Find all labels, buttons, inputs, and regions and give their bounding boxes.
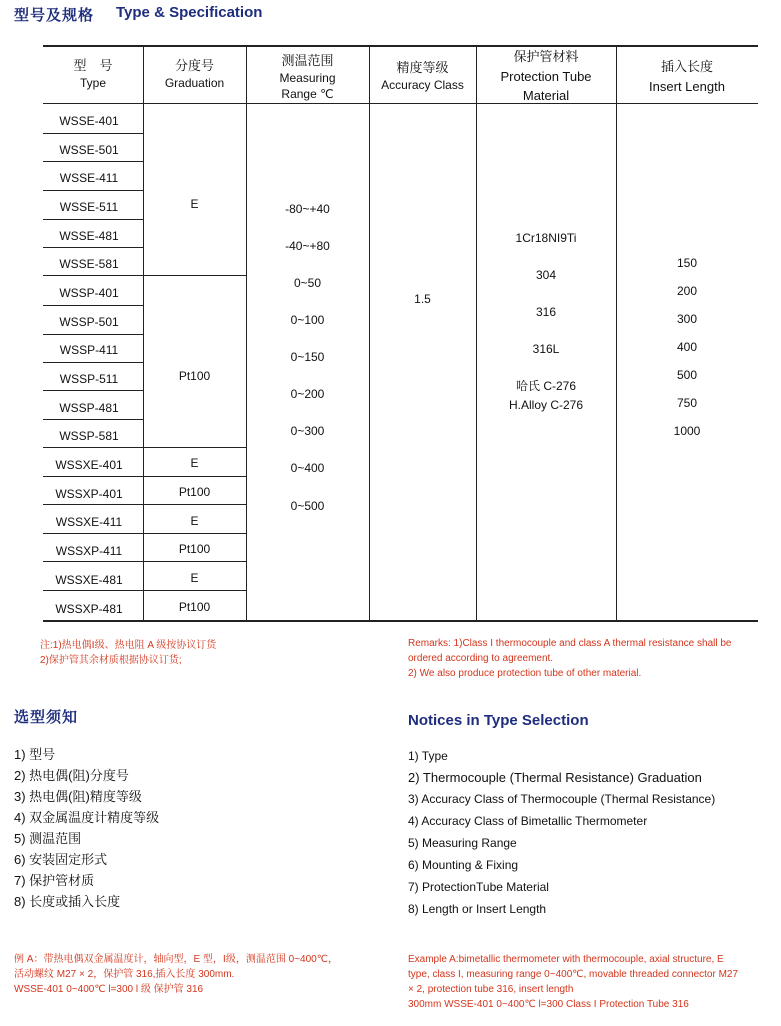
notice-item-cn: 6) 安装固定形式 — [14, 852, 108, 867]
remarks-cn — [40, 638, 380, 668]
example-cn-line: 活动螺纹 M27 × 2，保护管 316,插入长度 300mm. — [14, 969, 235, 980]
header-range-en1: Measuring — [279, 70, 336, 85]
notices-list-cn — [14, 744, 374, 914]
type-cell: WSSP-511 — [59, 372, 119, 386]
length-value: 150 — [676, 256, 698, 270]
remark-cn-line: 注:1)热电偶Ⅰ级、热电阻 A 级按协议订货 — [40, 640, 217, 651]
graduation-cell: E — [190, 514, 199, 528]
notice-item-cn: 3) 热电偶(阻)精度等级 — [14, 789, 142, 804]
row-divider — [43, 590, 246, 591]
notices-list-en — [408, 749, 778, 924]
row-divider — [43, 561, 246, 562]
type-cell: WSSE-581 — [59, 257, 119, 271]
graduation-cell: Pt100 — [178, 542, 211, 556]
material-value: H.Alloy C-276 — [508, 398, 584, 412]
range-value: 0~50 — [293, 276, 322, 290]
type-cell: WSSP-411 — [59, 343, 119, 357]
notice-item-en: 4) Accuracy Class of Bimetallic Thermometer — [408, 814, 648, 828]
row-divider — [43, 133, 143, 134]
graduation-cell: Pt100 — [178, 485, 211, 499]
header-accuracy-en: Accuracy Class — [381, 77, 464, 92]
col-divider — [143, 45, 144, 621]
example-en-line: type, class I, measuring range 0~400℃, movable threaded connector M27 — [408, 969, 739, 980]
length-value: 400 — [676, 340, 698, 354]
graduation-cell: Pt100 — [178, 600, 211, 614]
row-divider — [43, 334, 143, 335]
example-cn — [14, 952, 384, 997]
range-value: 0~300 — [290, 424, 325, 438]
notices-title-en: Notices in Type Selection — [408, 712, 589, 729]
col-divider — [476, 45, 477, 621]
material-value: 1Cr18NI9Ti — [515, 231, 577, 245]
remark-en-line: 2) We also produce protection tube of other material. — [408, 668, 642, 679]
header-graduation-cn: 分度号 — [174, 58, 214, 73]
notice-item-cn: 1) 型号 — [14, 747, 56, 762]
header-accuracy-cn: 精度等级 — [396, 60, 449, 75]
type-cell: WSSXE-411 — [55, 515, 123, 529]
remark-cn-line: 2)保护管其余材质根据协议订货; — [40, 655, 182, 666]
type-cell: WSSE-481 — [59, 229, 119, 243]
length-value: 750 — [676, 396, 698, 410]
section-title-cn: 型号及规格 — [14, 7, 95, 24]
notice-item-cn: 7) 保护管材质 — [14, 873, 95, 888]
header-length-en: Insert Length — [649, 78, 725, 94]
graduation-group-e: E — [190, 197, 199, 211]
header-type — [43, 57, 143, 91]
header-material-cn: 保护管材料 — [513, 49, 579, 64]
spec-table — [43, 45, 758, 621]
type-cell: WSSP-501 — [59, 315, 119, 329]
length-value: 500 — [676, 368, 698, 382]
header-range — [246, 52, 369, 102]
notice-item-en: 6) Mounting & Fixing — [408, 858, 519, 872]
group-divider — [43, 275, 246, 276]
example-en — [408, 952, 776, 1012]
graduation-cell: E — [190, 571, 199, 585]
header-material — [476, 48, 616, 105]
header-material-en2: Material — [522, 88, 570, 104]
notices-title-cn: 选型须知 — [14, 709, 79, 726]
remark-en-line: ordered according to agreement. — [408, 653, 554, 664]
type-cell: WSSXP-401 — [55, 487, 123, 501]
notice-item-cn: 8) 长度或插入长度 — [14, 894, 121, 909]
header-divider — [43, 103, 758, 104]
row-divider — [43, 190, 143, 191]
row-divider — [43, 305, 143, 306]
type-cell: WSSP-581 — [59, 429, 119, 443]
range-value: -80~+40 — [285, 202, 330, 216]
row-divider — [43, 504, 246, 505]
type-cell: WSSP-401 — [59, 286, 119, 300]
type-cell: WSSXP-481 — [55, 602, 123, 616]
notice-item-cn: 5) 测温范围 — [14, 831, 82, 846]
remarks-en — [408, 636, 773, 681]
type-cell: WSSE-501 — [59, 143, 119, 157]
accuracy-value: 1.5 — [414, 292, 431, 306]
notice-item-en: 2) Thermocouple (Thermal Resistance) Graduation — [408, 770, 702, 785]
example-en-line: Example A:bimetallic thermometer with thermocouple, axial structure, E — [408, 954, 724, 965]
group-divider — [43, 447, 246, 448]
length-value: 1000 — [673, 424, 701, 438]
range-value: 0~200 — [290, 387, 325, 401]
header-range-cn: 测温范围 — [281, 53, 334, 68]
table-bottom-border — [43, 620, 758, 622]
range-value: 0~400 — [290, 461, 325, 475]
notice-item-en: 5) Measuring Range — [408, 836, 517, 850]
section-title-en: Type & Specification — [116, 4, 263, 21]
header-range-en2: Range ℃ — [281, 86, 334, 101]
type-cell: WSSE-511 — [59, 200, 119, 214]
notice-item-cn: 4) 双金属温度计精度等级 — [14, 810, 160, 825]
row-divider — [43, 533, 246, 534]
example-cn-line: 例 A：带热电偶双金属温度计，轴向型，E 型，Ⅰ级，测温范围 0~400℃， — [14, 954, 338, 965]
material-value: 304 — [535, 268, 557, 282]
example-en-line: 300mm WSSE-401 0~400℃ l=300 Class I Protection Tube 316 — [408, 999, 689, 1010]
col-divider — [246, 45, 247, 621]
type-cell: WSSXP-411 — [55, 544, 123, 558]
length-value: 300 — [676, 312, 698, 326]
row-divider — [43, 362, 143, 363]
material-value: 316L — [532, 342, 560, 356]
graduation-group-pt100: Pt100 — [178, 369, 211, 383]
range-value: 0~150 — [290, 350, 325, 364]
table-top-border — [43, 45, 758, 47]
example-en-line: × 2, protection tube 316, insert length — [408, 984, 574, 995]
header-accuracy — [369, 59, 476, 93]
range-value: 0~500 — [290, 499, 325, 513]
notice-item-en: 8) Length or Insert Length — [408, 902, 547, 916]
type-cell: WSSXE-481 — [55, 573, 123, 587]
remark-en-line: Remarks: 1)Class I thermocouple and class A thermal resistance shall be — [408, 638, 732, 649]
col-divider — [369, 45, 370, 621]
notice-item-en: 3) Accuracy Class of Thermocouple (Thermal Resistance) — [408, 792, 716, 806]
row-divider — [43, 390, 143, 391]
row-divider — [43, 247, 143, 248]
type-cell: WSSP-481 — [59, 401, 119, 415]
range-value: -40~+80 — [285, 239, 330, 253]
notice-item-en: 7) ProtectionTube Material — [408, 880, 549, 894]
header-graduation — [143, 57, 246, 91]
type-cell: WSSXE-401 — [55, 458, 123, 472]
header-type-en: Type — [79, 75, 106, 90]
notice-item-en: 1) Type — [408, 749, 448, 763]
row-divider — [43, 476, 246, 477]
length-value: 200 — [676, 284, 698, 298]
header-material-en1: Protection Tube — [500, 68, 592, 84]
header-type-cn: 型 号 — [73, 58, 113, 73]
header-length-cn: 插入长度 — [660, 59, 713, 74]
material-value: 哈氏 C-276 — [515, 379, 577, 393]
example-cn-line: WSSE-401 0~400℃ l=300 l 级 保护管 316 — [14, 984, 204, 995]
row-divider — [43, 161, 143, 162]
col-divider — [616, 45, 617, 621]
graduation-cell: E — [190, 456, 199, 470]
header-graduation-en: Graduation — [164, 75, 225, 90]
type-cell: WSSE-411 — [59, 171, 119, 185]
header-length — [616, 58, 758, 95]
notice-item-cn: 2) 热电偶(阻)分度号 — [14, 768, 129, 783]
row-divider — [43, 219, 143, 220]
material-value: 316 — [535, 305, 557, 319]
row-divider — [43, 419, 143, 420]
type-cell: WSSE-401 — [59, 114, 119, 128]
range-value: 0~100 — [290, 313, 325, 327]
